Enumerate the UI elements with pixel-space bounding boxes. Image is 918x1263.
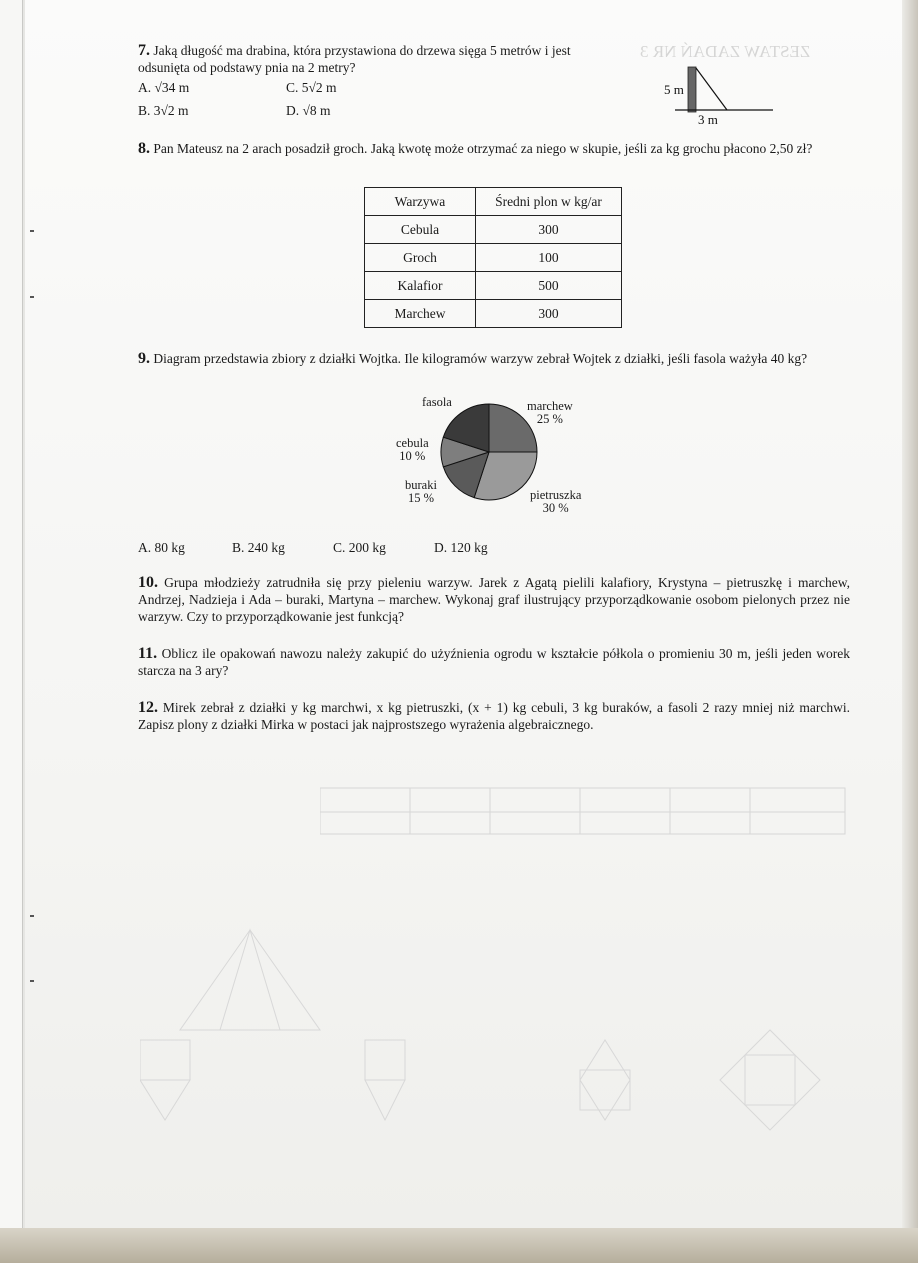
ladder-line	[696, 68, 727, 110]
table-cell: 300	[476, 216, 622, 244]
answer-c: C. 200 kg	[333, 540, 386, 555]
binding-mark	[30, 230, 34, 232]
question-10	[138, 574, 850, 625]
question-number: 7.	[138, 42, 150, 59]
answer-b: B. 240 kg	[232, 540, 285, 555]
question-text: Oblicz ile opakowań nawozu należy zakupić do użyźnienia ogrodu w kształcie półkola o promieniu 30 m, jeśli jeden worek starcza na 3 ary?	[138, 646, 850, 678]
table-cell: 500	[476, 272, 622, 300]
pie-label-marchew: marchew 25 %	[527, 399, 573, 426]
question-number: 12.	[138, 699, 158, 716]
question-text: Mirek zebrał z działki y kg marchwi, x kg pietruszki, (x + 1) kg cebuli, 3 kg buraków, a fasoli 2 razy mniej niż marchwi. Zapisz plony z działki Mirka w postaci jak najprostszego wyrażenia algebraicznego.	[138, 700, 850, 732]
table-header: Warzywa	[365, 188, 476, 216]
table-header-row	[365, 188, 622, 216]
question-9	[138, 350, 850, 367]
table-cell: Marchew	[365, 300, 476, 328]
table-cell: Cebula	[365, 216, 476, 244]
table-row	[365, 216, 622, 244]
question-number: 9.	[138, 350, 150, 367]
question-12	[138, 699, 850, 733]
question-number: 10.	[138, 574, 158, 591]
question-7	[138, 42, 608, 76]
answer-d: D. √8 m	[286, 103, 331, 118]
binding-mark	[30, 980, 34, 982]
binding-mark	[30, 915, 34, 917]
pie-chart	[437, 400, 541, 504]
table-cell: 300	[476, 300, 622, 328]
table-cell: 100	[476, 244, 622, 272]
question-number: 8.	[138, 140, 150, 157]
show-through-nets	[140, 920, 840, 1150]
pie-label-fasola: fasola	[422, 395, 452, 409]
question-text: Pan Mateusz na 2 arach posadził groch. Jaką kwotę może otrzymać za niego w skupie, jeśli za kg grochu płacono 2,50 zł?	[153, 141, 813, 156]
table-row	[365, 272, 622, 300]
question-8	[138, 140, 850, 157]
answer-a: A. 80 kg	[138, 540, 185, 555]
tree-trunk	[688, 67, 696, 112]
show-through-table	[320, 780, 850, 840]
page-bottom-edge	[0, 1228, 918, 1263]
answer-b: B. 3√2 m	[138, 103, 189, 118]
table-row	[365, 244, 622, 272]
pie-label-buraki: buraki 15 %	[405, 478, 437, 505]
binding-mark	[30, 296, 34, 298]
question-11	[138, 645, 850, 679]
ladder-figure	[655, 62, 775, 132]
yield-table	[364, 187, 622, 328]
question-text: Diagram przedstawia zbiory z działki Wojtka. Ile kilogramów warzyw zebrał Wojtek z działki, jeśli fasola ważyła 40 kg?	[153, 351, 808, 366]
show-through-header: ZESTAW ZADAŃ NR 3	[640, 42, 811, 61]
table-header: Średni plon w kg/ar	[476, 188, 622, 216]
answer-a: A. √34 m	[138, 80, 190, 95]
pie-label-pietruszka: pietruszka 30 %	[530, 488, 582, 515]
answer-c: C. 5√2 m	[286, 80, 337, 95]
page-edge	[902, 0, 918, 1228]
height-label: 5 m	[664, 82, 684, 97]
base-label: 3 m	[698, 112, 718, 127]
table-cell: Kalafior	[365, 272, 476, 300]
question-text: Jaką długość ma drabina, która przystawiona do drzewa sięga 5 metrów i jest odsunięta od podstawy pnia na 2 metry?	[138, 43, 571, 75]
question-number: 11.	[138, 645, 158, 662]
table-cell: Groch	[365, 244, 476, 272]
question-text: Grupa młodzieży zatrudniła się przy pieleniu warzyw. Jarek z Agatą pielili kalafiory, Krystyna – pietruszkę i marchew, Andrzej, Nadzieja i Ada – buraki, Martyna – marchew. Wykonaj graf ilustrujący przyporządkowanie osobom pielonych przez nie warzyw. Czy to przyporządkowanie jest funkcją?	[138, 575, 851, 624]
table-row	[365, 300, 622, 328]
pie-label-cebula: cebula 10 %	[396, 436, 429, 463]
answer-d: D. 120 kg	[434, 540, 488, 555]
